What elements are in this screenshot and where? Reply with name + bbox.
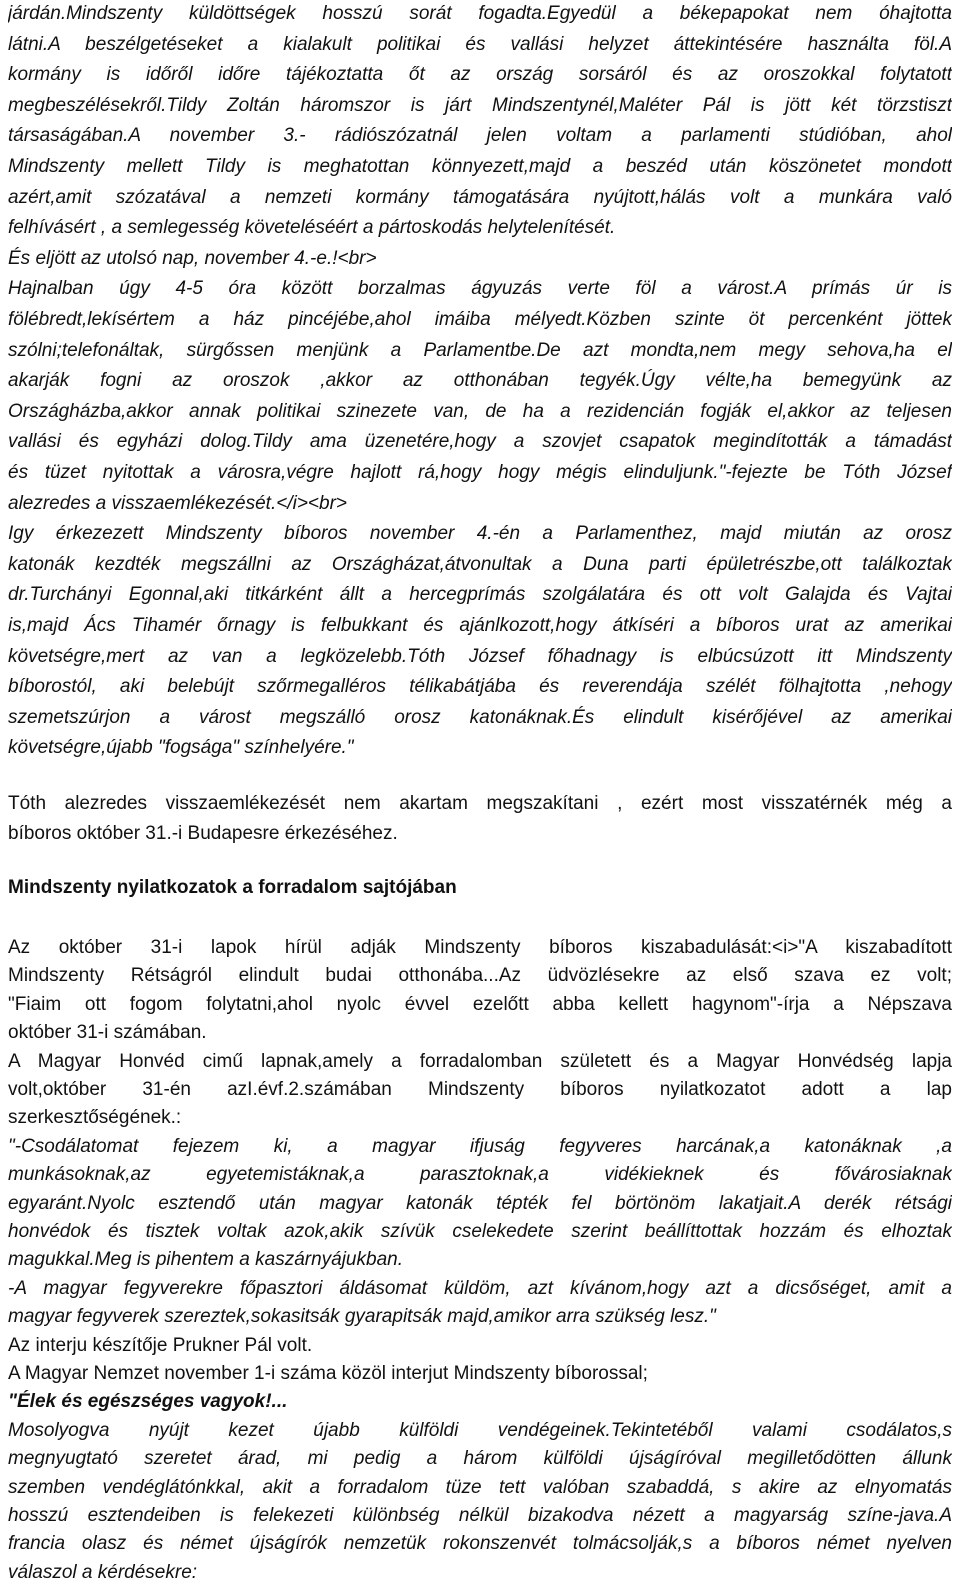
text-line: Az október 31-i lapok hírül adják Mindszenty bíboros kiszabadulását:<i>"A kiszabadított [8,937,952,958]
text-line: szólni;telefonáltak, sürgőssen menjünk a Parlamentbe.De azt mondta,nem megy sehova,ha el [8,339,952,361]
text-line: Mindszenty mellett Tildy is meghatottan könnyezett,majd a beszéd után köszönetet mondott [8,156,952,177]
text-line: egyaránt.Nyolc esztendő után magyar katonák tépték fel börtönöm lakatjait.A derék rétsági [8,1192,952,1214]
text-line: szemetszúrjon a várost megszálló orosz katonáknak.És elindult kisérőjével az amerikai [8,706,952,728]
text-line: -A magyar fegyverekre főpasztori áldásomat küldöm, azt kívánom,hogy azt a dicsőséget, amit a [8,1277,952,1299]
text-line: francia olasz és német újságírók nemzetük rokonszenvét tolmácsolják,s a bíboros német nyelven [8,1533,952,1555]
text-line: fölébredt,lekísértem a ház pincéjébe,ahol imáiba mélyedt.Közben szinte öt percenként jöttek [8,309,952,330]
text-line: társaságában.A november 3.- rádiószózatnál jelen voltam a parlamenti stúdióban, ahol [8,125,952,147]
text-line: Hajnalban úgy 4-5 óra között borzalmas ágyuzás verte föl a várost.A prímás úr is [8,278,952,300]
text-line: válaszol a kérdésekre: [8,1561,198,1583]
text-line: kormány is időről időre tájékoztatta őt az ország sorsáról és az oroszokkal folytatott [8,64,952,86]
text-line: munkásoknak,az egyetemistáknak,a parasztoknak,a vidékieknek és fővárosiaknak [8,1164,952,1186]
section-heading: Mindszenty nyilatkozatok a forradalom sajtójában [8,877,457,898]
text-line: alezredes a visszaemlékezését.</i><br> [8,492,348,514]
text-line: szemben vendéglátónkkal, akit a forradalom tüze tett valóban szabaddá, s akire az elnyomatás [8,1476,952,1498]
text-line: Tóth alezredes visszaemlékezését nem akartam megszakítani , ezért most visszatérnék még a [8,793,952,814]
text-line: A Magyar Honvéd cimű lapnak,amely a forradalomban született és a Magyar Honvédség lapja [8,1050,952,1072]
text-line: Igy érkezezett Mindszenty bíboros november 4.-én a Parlamenthez, majd miután az orosz [8,523,952,545]
text-line: szerkesztőségének.: [8,1107,182,1129]
text-line: vallási és egyházi dolog.Tildy ama üzenetére,hogy a szovjet csapatok megindították a támadást [8,431,952,453]
text-line: honvédok és tisztek voltak azok,akik szívük cselekedete szerint beállíttottak hozzám és elhoztak [8,1221,952,1242]
text-line: felhívásért , a semlegesség követeléséért a pártoskodás helytelenítését. [8,217,616,239]
text-line: követségre,mert az van a legközelebb.Tóth József főhadnagy is elbúcsúzott itt Mindszenty [8,645,952,667]
text-line: akarják fogni az oroszok ,akkor az otthonában tegyék.Úgy vélte,ha bemegyünk az [8,370,952,392]
text-line: Az interju készítője Prukner Pál volt. [8,1334,313,1356]
text-line: És eljött az utolsó nap, november 4.-e.!<br> [8,247,377,269]
text-line: és tüzet nyitottak a városra,végre hajlott rá,hogy hogy mégis elinduljunk."-fejezte be Tóth József [8,462,952,483]
text-line: bíborostól, aki belebújt szőrmegalléros télikabátjába és reverendája szélét fölhajtotta ,nehogy [8,676,952,698]
text-line: látni.A beszélgetéseket a kialakult politikai és vallási helyzet áttekintésére használta föl.A [8,33,952,55]
text-line: Országházba,akkor annak politikai szinezete van, de ha a rezidencián fogják el,akkor az teljesen [8,400,952,422]
text-line: megnyugtató szeretet árad, mi pedig a három külföldi újságíróval megilletődötten állunk [8,1448,952,1470]
quote-heading: "Élek és egészséges vagyok!... [8,1391,288,1413]
text-line: bíboros október 31.-i Budapesre érkezéséhez. [8,823,398,844]
text-line: azért,amit szózatával a nemzeti kormány támogatására nyújtott,hálás volt a munkára való [8,186,952,208]
text-line: is,majd Ács Tihamér őrnagy is felbukkant és ajánlkozott,hogy átkíséri a bíboros urat az amerikai [8,615,952,636]
text-line: hosszú esztendeiben is felekezeti különbség nélkül bizakodva nézett a magyarság színe-java.A [8,1505,952,1526]
text-line: magyar fegyverek szereztek,sokasitsák gyarapitsák majd,amikor arra szükség lesz." [8,1306,716,1328]
text-line: Mindszenty Rétságról elindult budai otthonába...Az üdvözlésekre az első szava ez volt; [8,965,952,987]
text-line: A Magyar Nemzet november 1-i száma közöl interjut Mindszenty bíborossal; [8,1363,648,1384]
text-line: katonák kezdték megszállni az Országházat,átvonultak a Duna parti épületrészbe,ott találkoztak [8,553,952,575]
text-line: "-Csodálatomat fejezem ki, a magyar ifjuság fegyveres harcának,a katonáknak ,a [8,1135,952,1157]
text-line: Mosolyogva nyújt kezet újabb külföldi vendégeinek.Tekintetéből valami csodálatos,s [8,1419,952,1441]
text-line: volt,október 31-én azI.évf.2.számában Mindszenty bíboros nyilatkozatot adott a lap [8,1079,952,1100]
text-line: megbeszélésekről.Tildy Zoltán háromszor is járt Mindszentynél,Maléter Pál is jött két törzstiszt [8,94,952,116]
text-line: követségre,újabb "fogsága" színhelyére." [8,737,354,759]
text-line: október 31-i számában. [8,1022,207,1044]
text-line: "Fiaim ott fogom folytatni,ahol nyolc évvel ezelőtt abba kellett hagynom"-írja a Népszava [8,993,952,1015]
text-line: magukkal.Meg is pihentem a kaszárnyájukban. [8,1249,403,1271]
text-line: dr.Turchányi Egonnal,aki titkárként állt a hercegprímás szolgálatára és ott volt Galajda és Vajtai [8,584,952,606]
text-line: járdán.Mindszenty küldöttségek hosszú sorát fogadta.Egyedül a békepapokat nem óhajtotta [8,3,952,24]
